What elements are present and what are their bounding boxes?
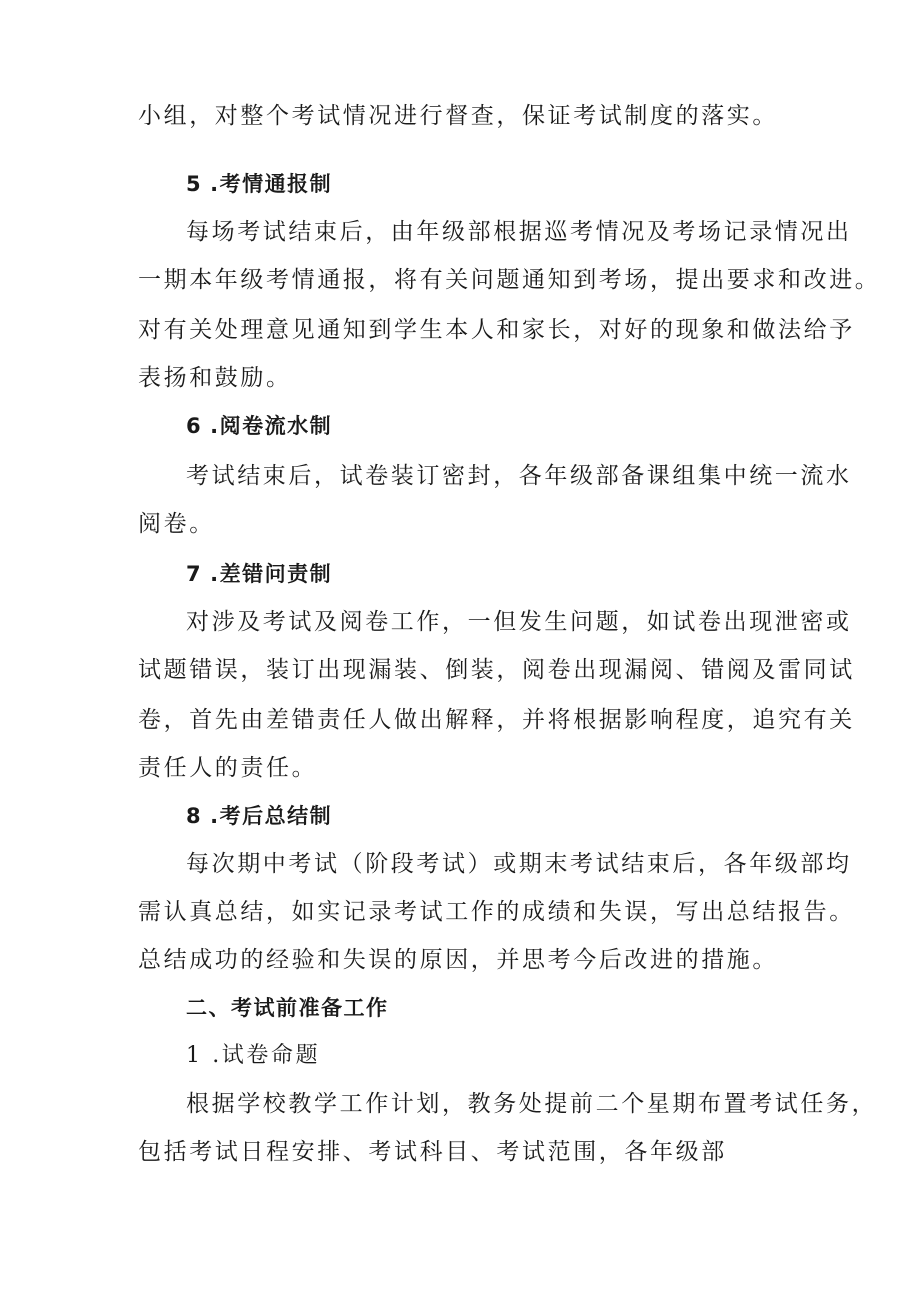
section-title: .阅卷流水制: [210, 414, 333, 438]
paragraph-line: 总结成功的经验和失误的原因，并思考今后改进的措施。: [138, 947, 778, 973]
paragraph-line: 试题错误，装订出现漏装、倒装，阅卷出现漏阅、错阅及雷同试: [138, 657, 855, 683]
section-title: .考后总结制: [210, 804, 333, 828]
subsection-heading: 1 .试卷命题: [186, 1043, 321, 1068]
paragraph-line: 小组，对整个考试情况进行督查，保证考试制度的落实。: [138, 103, 778, 129]
section-title: .考情通报制: [210, 172, 333, 196]
paragraph-line: 表扬和鼓励。: [138, 365, 292, 391]
section-heading-7: [186, 554, 866, 594]
paragraph-line: 包括考试日程安排、考试科目、考试范围，各年级部: [138, 1139, 727, 1165]
section-number: 5: [186, 172, 203, 196]
paragraph-line: 阅卷。: [138, 511, 215, 537]
section-heading-6: [186, 406, 866, 446]
section-heading-8: [186, 796, 866, 836]
section-number: 8: [186, 804, 203, 828]
paragraph-line: 考试结束后，试卷装订密封，各年级部备课组集中统一流水: [186, 463, 852, 489]
section-title: .差错问责制: [210, 562, 333, 586]
section-heading-5: [186, 164, 866, 204]
paragraph-line: 一期本年级考情通报，将有关问题通知到考场，提出要求和改进。: [138, 267, 881, 293]
paragraph-line: 对有关处理意见通知到学生本人和家长，对好的现象和做法给予: [138, 317, 855, 343]
paragraph-line: 卷，首先由差错责任人做出解释，并将根据影响程度，追究有关: [138, 707, 855, 733]
paragraph-line: 需认真总结，如实记录考试工作的成绩和失误，写出总结报告。: [138, 899, 855, 925]
paragraph-line: 对涉及考试及阅卷工作，一但发生问题，如试卷出现泄密或: [186, 609, 852, 635]
section-number: 6: [186, 414, 203, 438]
section-number: 7: [186, 562, 203, 586]
paragraph-line: 根据学校教学工作计划，教务处提前二个星期布置考试任务，: [186, 1091, 878, 1117]
paragraph-line: 每场考试结束后，由年级部根据巡考情况及考场记录情况出: [186, 219, 852, 245]
paragraph-line: 每次期中考试（阶段考试）或期末考试结束后，各年级部均: [186, 851, 852, 877]
paragraph-line: 责任人的责任。: [138, 755, 318, 781]
chapter-heading: 二、考试前准备工作: [186, 996, 389, 1020]
